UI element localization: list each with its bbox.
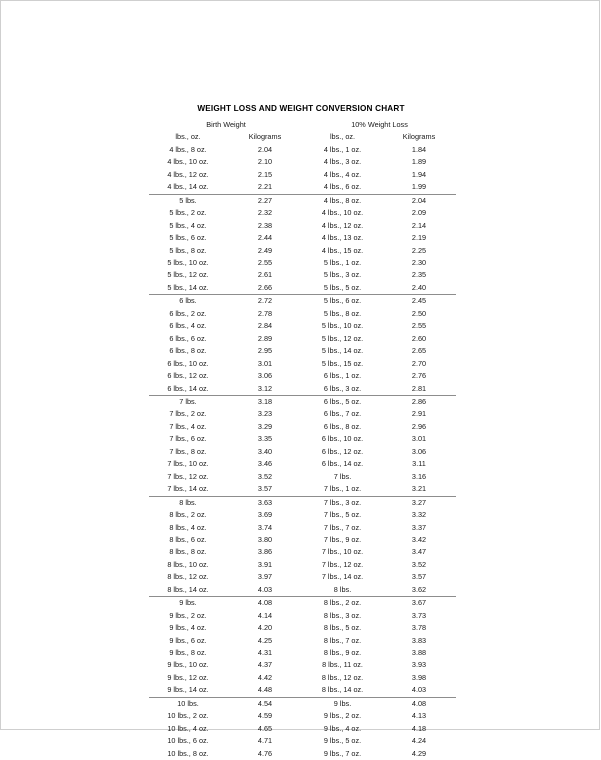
- cell-birth-lbs-oz: 5 lbs., 10 oz.: [167, 257, 209, 267]
- table-row: [149, 710, 456, 722]
- table-head: [149, 119, 456, 144]
- cell-loss-kilograms: 1.84: [411, 144, 427, 154]
- column-header-birth-lbs-oz: lbs., oz.: [175, 132, 201, 142]
- cell-loss-kilograms: 2.96: [411, 421, 427, 431]
- table-row: [149, 408, 456, 420]
- cell-birth-lbs-oz: 6 lbs., 6 oz.: [169, 333, 207, 343]
- cell-birth-kilograms: 4.54: [257, 698, 273, 708]
- cell-birth-kilograms: 2.61: [257, 270, 273, 280]
- table-row: [149, 308, 456, 320]
- cell-loss-lbs-oz: 8 lbs., 9 oz.: [323, 648, 362, 658]
- cell-birth-lbs-oz: 5 lbs., 12 oz.: [167, 270, 209, 280]
- cell-loss-lbs-oz: 5 lbs., 8 oz.: [323, 308, 362, 318]
- table-row: [149, 584, 456, 597]
- cell-birth-lbs-oz: 8 lbs., 4 oz.: [169, 522, 207, 532]
- table-row: [149, 684, 456, 697]
- cell-loss-kilograms: 2.04: [411, 195, 427, 205]
- cell-loss-kilograms: 2.50: [411, 308, 427, 318]
- cell-birth-kilograms: 3.46: [257, 459, 273, 469]
- cell-loss-lbs-oz: 7 lbs., 9 oz.: [323, 534, 362, 544]
- cell-birth-lbs-oz: 8 lbs., 12 oz.: [167, 572, 209, 582]
- cell-birth-kilograms: 3.35: [257, 434, 273, 444]
- cell-birth-kilograms: 4.31: [257, 648, 273, 658]
- cell-loss-kilograms: 3.06: [411, 446, 427, 456]
- cell-birth-kilograms: 2.95: [257, 346, 273, 356]
- table-row: [149, 370, 456, 382]
- cell-birth-lbs-oz: 9 lbs., 8 oz.: [169, 648, 207, 658]
- cell-loss-kilograms: 3.88: [411, 648, 427, 658]
- group-title-birth-weight: Birth Weight: [206, 120, 246, 129]
- cell-birth-lbs-oz: 9 lbs., 6 oz.: [169, 635, 207, 645]
- table-row: [149, 383, 456, 396]
- cell-birth-lbs-oz: 4 lbs., 8 oz.: [169, 144, 207, 154]
- cell-birth-kilograms: 3.57: [227, 483, 303, 496]
- cell-loss-kilograms: 1.94: [411, 169, 427, 179]
- cell-loss-kilograms: 3.52: [411, 559, 427, 569]
- table-row: [149, 269, 456, 281]
- cell-birth-lbs-oz: 6 lbs., 14 oz.: [149, 383, 227, 396]
- table-row: [149, 509, 456, 521]
- cell-birth-kilograms: 2.49: [257, 245, 273, 255]
- cell-birth-lbs-oz: 5 lbs., 8 oz.: [169, 245, 207, 255]
- page-title: WEIGHT LOSS AND WEIGHT CONVERSION CHART: [197, 104, 405, 113]
- table-row: [149, 735, 456, 747]
- cell-birth-kilograms: 2.84: [257, 321, 273, 331]
- cell-loss-lbs-oz: 6 lbs., 14 oz.: [321, 459, 364, 469]
- group-title-row: [149, 119, 456, 131]
- cell-loss-lbs-oz: 5 lbs., 15 oz.: [321, 358, 364, 368]
- cell-birth-lbs-oz: 5 lbs., 14 oz.: [149, 282, 227, 295]
- cell-loss-kilograms: 3.73: [411, 610, 427, 620]
- cell-loss-lbs-oz: 7 lbs., 14 oz.: [321, 572, 364, 582]
- cell-birth-kilograms: 3.23: [257, 409, 273, 419]
- cell-loss-kilograms: 4.08: [411, 698, 427, 708]
- cell-birth-kilograms: 2.27: [257, 195, 273, 205]
- cell-birth-lbs-oz: 5 lbs.: [179, 195, 197, 205]
- cell-birth-lbs-oz: 7 lbs., 10 oz.: [167, 459, 209, 469]
- cell-birth-lbs-oz: 5 lbs., 4 oz.: [169, 220, 207, 230]
- cell-loss-kilograms: 2.70: [411, 358, 427, 368]
- cell-loss-kilograms: 4.24: [411, 736, 427, 746]
- cell-loss-kilograms: 3.01: [411, 434, 427, 444]
- cell-loss-lbs-oz: 5 lbs., 6 oz.: [323, 296, 362, 306]
- cell-birth-lbs-oz: 6 lbs., 12 oz.: [167, 371, 209, 381]
- cell-birth-kilograms: 2.78: [257, 308, 273, 318]
- cell-birth-lbs-oz: 7 lbs., 2 oz.: [169, 409, 207, 419]
- conversion-table-container: [149, 119, 456, 760]
- cell-loss-kilograms: 2.45: [411, 296, 427, 306]
- cell-loss-lbs-oz: 4 lbs., 15 oz.: [321, 245, 364, 255]
- cell-birth-lbs-oz: 7 lbs., 4 oz.: [169, 421, 207, 431]
- cell-birth-kilograms: 4.48: [227, 684, 303, 697]
- table-row: [149, 257, 456, 269]
- cell-loss-lbs-oz: 4 lbs., 3 oz.: [323, 157, 362, 167]
- cell-birth-lbs-oz: 7 lbs.: [179, 396, 197, 406]
- cell-birth-kilograms: 3.80: [257, 534, 273, 544]
- table-row: [149, 471, 456, 483]
- cell-loss-kilograms: 2.65: [411, 346, 427, 356]
- cell-loss-kilograms: 3.62: [382, 584, 456, 597]
- cell-birth-kilograms: 3.12: [227, 383, 303, 396]
- cell-loss-lbs-oz: 8 lbs., 14 oz.: [303, 684, 382, 697]
- table-row: [149, 232, 456, 244]
- cell-birth-lbs-oz: 8 lbs., 10 oz.: [167, 559, 209, 569]
- cell-birth-kilograms: 2.10: [257, 157, 273, 167]
- cell-birth-lbs-oz: 6 lbs., 8 oz.: [169, 346, 207, 356]
- cell-loss-lbs-oz: 8 lbs., 3 oz.: [323, 610, 362, 620]
- cell-loss-kilograms: 2.55: [411, 321, 427, 331]
- cell-loss-lbs-oz: 7 lbs., 7 oz.: [323, 522, 362, 532]
- cell-birth-kilograms: 2.72: [257, 296, 273, 306]
- cell-birth-lbs-oz: 7 lbs., 12 oz.: [167, 471, 209, 481]
- cell-birth-lbs-oz: 6 lbs., 4 oz.: [169, 321, 207, 331]
- table-row: [149, 659, 456, 671]
- cell-loss-lbs-oz: 6 lbs., 10 oz.: [321, 434, 364, 444]
- cell-birth-kilograms: 3.01: [257, 358, 273, 368]
- table-row: [149, 220, 456, 232]
- table-row: [149, 522, 456, 534]
- cell-birth-kilograms: 4.14: [257, 610, 273, 620]
- cell-loss-lbs-oz: 7 lbs., 3 oz.: [323, 497, 362, 507]
- cell-birth-kilograms: 2.21: [227, 181, 303, 194]
- cell-loss-lbs-oz: 8 lbs., 7 oz.: [323, 635, 362, 645]
- table-row: [149, 421, 456, 433]
- cell-birth-kilograms: 3.06: [257, 371, 273, 381]
- cell-birth-lbs-oz: 5 lbs., 2 oz.: [169, 208, 207, 218]
- cell-birth-lbs-oz: 5 lbs., 6 oz.: [169, 233, 207, 243]
- cell-loss-lbs-oz: 6 lbs., 5 oz.: [323, 396, 362, 406]
- cell-birth-kilograms: 3.18: [257, 396, 273, 406]
- cell-loss-kilograms: 3.37: [411, 522, 427, 532]
- cell-loss-kilograms: 3.98: [411, 672, 427, 682]
- cell-birth-kilograms: 2.89: [257, 333, 273, 343]
- cell-loss-kilograms: 4.18: [411, 723, 427, 733]
- cell-loss-lbs-oz: 8 lbs., 12 oz.: [321, 672, 364, 682]
- cell-loss-kilograms: 3.32: [411, 510, 427, 520]
- weight-conversion-table: [149, 119, 456, 760]
- table-row: [149, 282, 456, 295]
- table-row: [149, 181, 456, 194]
- cell-birth-kilograms: 3.52: [257, 471, 273, 481]
- cell-birth-kilograms: 4.37: [257, 660, 273, 670]
- cell-loss-lbs-oz: 9 lbs.: [333, 698, 352, 708]
- cell-birth-kilograms: 4.71: [257, 736, 273, 746]
- cell-birth-lbs-oz: 6 lbs., 10 oz.: [167, 358, 209, 368]
- cell-birth-lbs-oz: 7 lbs., 14 oz.: [149, 483, 227, 496]
- cell-loss-lbs-oz: 7 lbs.: [333, 471, 352, 481]
- cell-loss-lbs-oz: 4 lbs., 12 oz.: [321, 220, 364, 230]
- cell-loss-lbs-oz: 7 lbs., 1 oz.: [303, 483, 382, 496]
- cell-loss-kilograms: 4.13: [411, 711, 427, 721]
- cell-birth-kilograms: 3.74: [257, 522, 273, 532]
- cell-loss-lbs-oz: 6 lbs., 1 oz.: [323, 371, 362, 381]
- cell-loss-kilograms: 2.91: [411, 409, 427, 419]
- cell-loss-lbs-oz: 7 lbs., 10 oz.: [321, 547, 364, 557]
- cell-birth-lbs-oz: 7 lbs., 6 oz.: [169, 434, 207, 444]
- table-row: [149, 622, 456, 634]
- table-row: [149, 697, 456, 710]
- cell-birth-lbs-oz: 8 lbs., 2 oz.: [169, 510, 207, 520]
- cell-birth-lbs-oz: 4 lbs., 10 oz.: [167, 157, 209, 167]
- cell-birth-kilograms: 2.44: [257, 233, 273, 243]
- cell-loss-lbs-oz: 8 lbs., 2 oz.: [323, 598, 362, 608]
- cell-birth-lbs-oz: 10 lbs.: [177, 698, 199, 708]
- cell-loss-kilograms: 3.27: [411, 497, 427, 507]
- cell-loss-lbs-oz: 4 lbs., 10 oz.: [321, 208, 364, 218]
- table-row: [149, 458, 456, 470]
- cell-loss-lbs-oz: 8 lbs., 11 oz.: [322, 660, 363, 670]
- column-header-row: [149, 131, 456, 143]
- cell-birth-lbs-oz: 10 lbs., 4 oz.: [167, 723, 209, 733]
- table-row: [149, 345, 456, 357]
- cell-loss-kilograms: 3.67: [411, 598, 427, 608]
- table-row: [149, 723, 456, 735]
- table-row: [149, 610, 456, 622]
- cell-loss-kilograms: 2.30: [411, 257, 427, 267]
- table-row: [149, 295, 456, 308]
- cell-loss-lbs-oz: 4 lbs., 8 oz.: [323, 195, 362, 205]
- cell-loss-kilograms: 2.14: [411, 220, 427, 230]
- table-row: [149, 635, 456, 647]
- cell-loss-lbs-oz: 6 lbs., 7 oz.: [323, 409, 362, 419]
- cell-birth-kilograms: 4.65: [257, 723, 273, 733]
- cell-loss-lbs-oz: 7 lbs., 12 oz.: [321, 559, 364, 569]
- table-row: [149, 483, 456, 496]
- cell-loss-kilograms: 1.89: [411, 157, 427, 167]
- cell-loss-kilograms: 3.21: [382, 483, 456, 496]
- table-row: [149, 144, 456, 156]
- cell-loss-kilograms: 2.86: [411, 396, 427, 406]
- cell-birth-kilograms: 2.15: [257, 169, 273, 179]
- cell-loss-kilograms: 2.40: [382, 282, 456, 295]
- table-row: [149, 333, 456, 345]
- cell-loss-kilograms: 3.83: [411, 635, 427, 645]
- cell-birth-lbs-oz: 4 lbs., 12 oz.: [167, 169, 209, 179]
- cell-birth-lbs-oz: 8 lbs., 14 oz.: [149, 584, 227, 597]
- cell-loss-kilograms: 2.81: [382, 383, 456, 396]
- cell-birth-lbs-oz: 9 lbs., 14 oz.: [149, 684, 227, 697]
- cell-birth-kilograms: 3.40: [257, 446, 273, 456]
- cell-birth-kilograms: 3.29: [257, 421, 273, 431]
- table-row: [149, 748, 456, 760]
- cell-birth-kilograms: 4.03: [227, 584, 303, 597]
- cell-birth-lbs-oz: 9 lbs., 10 oz.: [167, 660, 209, 670]
- cell-loss-lbs-oz: 9 lbs., 5 oz.: [323, 736, 362, 746]
- cell-loss-lbs-oz: 6 lbs., 8 oz.: [323, 421, 362, 431]
- cell-loss-lbs-oz: 4 lbs., 13 oz.: [321, 233, 364, 243]
- cell-loss-kilograms: 1.99: [382, 181, 456, 194]
- cell-birth-lbs-oz: 10 lbs., 2 oz.: [167, 711, 209, 721]
- cell-birth-kilograms: 4.08: [257, 598, 273, 608]
- cell-loss-lbs-oz: 8 lbs., 5 oz.: [323, 623, 362, 633]
- cell-loss-kilograms: 4.29: [411, 748, 427, 758]
- table-row: [149, 534, 456, 546]
- cell-birth-lbs-oz: 6 lbs., 2 oz.: [169, 308, 207, 318]
- cell-birth-kilograms: 3.86: [257, 547, 273, 557]
- table-row: [149, 672, 456, 684]
- column-header-loss-kilograms: Kilograms: [402, 132, 436, 142]
- table-row: [149, 571, 456, 583]
- cell-birth-kilograms: 4.42: [257, 672, 273, 682]
- cell-loss-lbs-oz: 9 lbs., 4 oz.: [323, 723, 362, 733]
- table-row: [149, 245, 456, 257]
- cell-birth-lbs-oz: 8 lbs.: [179, 497, 197, 507]
- cell-birth-lbs-oz: 6 lbs.: [179, 296, 197, 306]
- cell-loss-lbs-oz: 5 lbs., 10 oz.: [321, 321, 364, 331]
- cell-birth-kilograms: 2.55: [257, 257, 273, 267]
- cell-birth-lbs-oz: 9 lbs.: [179, 598, 197, 608]
- cell-birth-lbs-oz: 10 lbs., 8 oz.: [167, 748, 209, 758]
- cell-birth-lbs-oz: 8 lbs., 8 oz.: [169, 547, 207, 557]
- cell-birth-kilograms: 4.25: [257, 635, 273, 645]
- cell-birth-kilograms: 2.38: [257, 220, 273, 230]
- cell-loss-lbs-oz: 4 lbs., 6 oz.: [303, 181, 382, 194]
- cell-loss-lbs-oz: 7 lbs., 5 oz.: [323, 510, 362, 520]
- cell-loss-kilograms: 3.47: [411, 547, 427, 557]
- table-row: [149, 320, 456, 332]
- cell-birth-kilograms: 3.91: [257, 559, 273, 569]
- cell-loss-kilograms: 3.93: [411, 660, 427, 670]
- cell-birth-lbs-oz: 8 lbs., 6 oz.: [169, 534, 207, 544]
- cell-birth-kilograms: 3.63: [257, 497, 273, 507]
- cell-loss-kilograms: 2.25: [411, 245, 427, 255]
- table-row: [149, 559, 456, 571]
- cell-birth-kilograms: 3.97: [257, 572, 273, 582]
- table-row: [149, 446, 456, 458]
- cell-loss-kilograms: 2.19: [411, 233, 427, 243]
- cell-birth-lbs-oz: 10 lbs., 6 oz.: [167, 736, 209, 746]
- cell-birth-kilograms: 4.76: [257, 748, 273, 758]
- cell-loss-lbs-oz: 8 lbs.: [303, 584, 382, 597]
- cell-birth-kilograms: 2.04: [257, 144, 273, 154]
- cell-loss-kilograms: 3.11: [412, 459, 426, 469]
- table-row: [149, 546, 456, 558]
- cell-birth-kilograms: 3.69: [257, 510, 273, 520]
- cell-birth-kilograms: 4.59: [257, 711, 273, 721]
- table-row: [149, 496, 456, 509]
- cell-birth-kilograms: 2.66: [227, 282, 303, 295]
- cell-loss-lbs-oz: 5 lbs., 12 oz.: [321, 333, 364, 343]
- table-row: [149, 647, 456, 659]
- cell-birth-kilograms: 4.20: [257, 623, 273, 633]
- group-title-weight-loss: 10% Weight Loss: [351, 120, 408, 129]
- cell-loss-lbs-oz: 6 lbs., 12 oz.: [321, 446, 364, 456]
- cell-loss-lbs-oz: 4 lbs., 1 oz.: [323, 144, 362, 154]
- table-row: [149, 358, 456, 370]
- cell-loss-kilograms: 2.76: [411, 371, 427, 381]
- cell-birth-lbs-oz: 7 lbs., 8 oz.: [169, 446, 207, 456]
- cell-loss-lbs-oz: 4 lbs., 4 oz.: [323, 169, 362, 179]
- cell-loss-lbs-oz: 9 lbs., 2 oz.: [323, 711, 362, 721]
- table-row: [149, 433, 456, 445]
- table-row: [149, 194, 456, 207]
- table-row: [149, 156, 456, 168]
- cell-loss-kilograms: 4.03: [382, 684, 456, 697]
- table-row: [149, 597, 456, 610]
- cell-loss-lbs-oz: 6 lbs., 3 oz.: [303, 383, 382, 396]
- cell-loss-lbs-oz: 5 lbs., 1 oz.: [323, 257, 362, 267]
- cell-loss-kilograms: 2.09: [411, 208, 427, 218]
- cell-birth-lbs-oz: 4 lbs., 14 oz.: [149, 181, 227, 194]
- cell-loss-kilograms: 2.60: [411, 333, 427, 343]
- cell-loss-kilograms: 3.78: [411, 623, 427, 633]
- cell-birth-lbs-oz: 9 lbs., 2 oz.: [169, 610, 207, 620]
- cell-birth-lbs-oz: 9 lbs., 4 oz.: [169, 623, 207, 633]
- column-header-birth-kilograms: Kilograms: [248, 132, 282, 142]
- cell-loss-lbs-oz: 5 lbs., 3 oz.: [323, 270, 362, 280]
- table-row: [149, 207, 456, 219]
- column-header-loss-lbs-oz: lbs., oz.: [329, 132, 356, 142]
- cell-loss-kilograms: 3.42: [411, 534, 427, 544]
- cell-loss-kilograms: 3.16: [411, 471, 427, 481]
- cell-loss-lbs-oz: 5 lbs., 5 oz.: [303, 282, 382, 295]
- table-row: [149, 169, 456, 181]
- cell-birth-kilograms: 2.32: [257, 208, 273, 218]
- cell-loss-kilograms: 2.35: [411, 270, 427, 280]
- cell-birth-lbs-oz: 9 lbs., 12 oz.: [167, 672, 209, 682]
- table-body: [149, 144, 456, 760]
- cell-loss-lbs-oz: 9 lbs., 7 oz.: [323, 748, 362, 758]
- table-row: [149, 395, 456, 408]
- cell-loss-lbs-oz: 5 lbs., 14 oz.: [321, 346, 364, 356]
- cell-loss-kilograms: 3.57: [411, 572, 427, 582]
